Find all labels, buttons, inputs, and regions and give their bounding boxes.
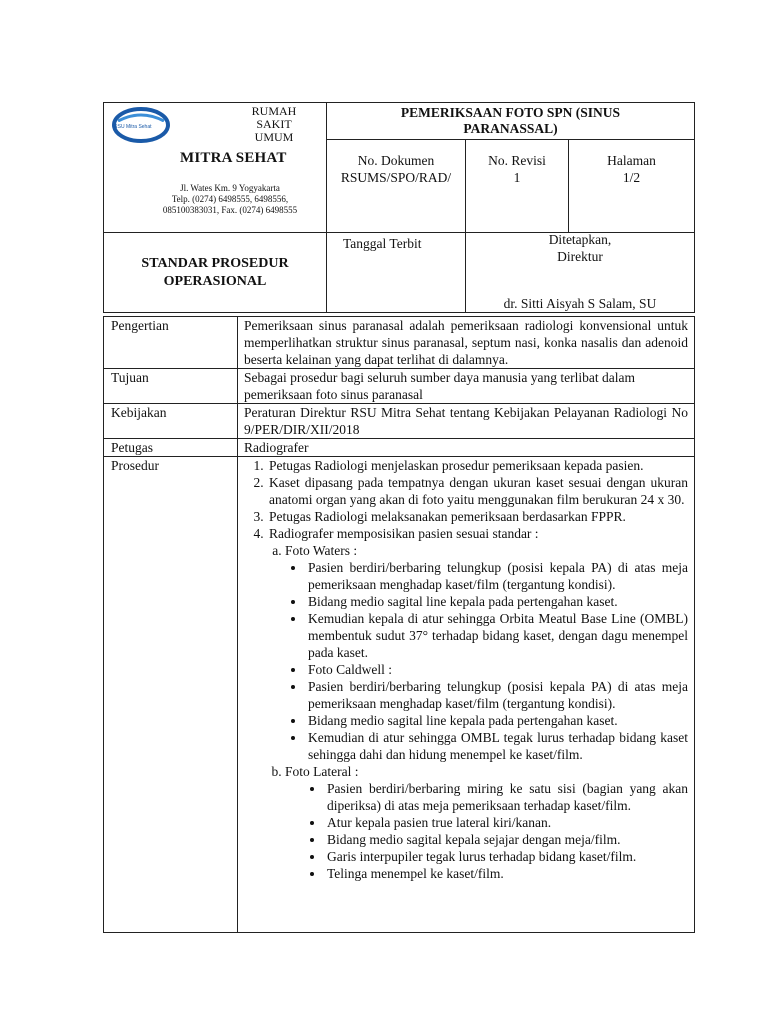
row-label-kebijakan: Kebijakan	[104, 404, 238, 439]
address-line: Telp. (0274) 6498555, 6498556,	[171, 194, 289, 204]
table-row	[104, 369, 695, 404]
halaman-value: 1/2	[622, 170, 641, 185]
list-item	[285, 542, 688, 763]
address-line: Jl. Wates Km. 9 Yogyakarta	[180, 183, 280, 193]
lateral-bullets	[285, 780, 688, 882]
positioning-sublist	[269, 542, 688, 882]
lateral-title: Foto Lateral :	[285, 764, 359, 779]
issue-date-label: Tanggal Terbit	[343, 236, 422, 251]
doc-no-label: No. Dokumen	[357, 153, 435, 168]
list-item: 2. Kaset dipasang pada tempatnya dengan ukuran kaset sesuai dengan ukuran anatomi organ yang akan di foto yaitu menggunakan film berukuran 24 x 30.	[267, 474, 688, 508]
title-line: PEMERIKSAAN FOTO SPN (SINUS	[400, 105, 621, 120]
title-line: PARANASSAL)	[463, 121, 558, 136]
table-row	[104, 457, 695, 933]
procedure-steps	[244, 457, 688, 882]
hospital-identity	[104, 103, 327, 233]
list-item	[285, 763, 688, 882]
row-label-tujuan: Tujuan	[104, 369, 238, 404]
doc-no-value: RSUMS/SPO/RAD/	[340, 170, 452, 185]
list-item: • Atur kepala pasien true lateral kiri/kanan.	[325, 814, 688, 831]
list-item: • Kemudian di atur sehingga OMBL tegak lurus terhadap bidang kaset sehingga dahi dan hidung menempel ke kaset/film.	[306, 729, 688, 763]
revision-number	[466, 140, 569, 233]
signer-name: dr. Sitti Aisyah S Salam, SU	[503, 296, 657, 311]
list-item: • Bidang medio sagital line kepala pada pertengahan kaset.	[306, 712, 688, 729]
step-text: Radiografer memposisikan pasien sesuai standar :	[269, 526, 539, 541]
list-item: • Bidang medio sagital line kepala pada pertengahan kaset.	[306, 593, 688, 610]
address-line: 085100383031, Fax. (0274) 6498555	[162, 205, 298, 215]
list-item	[267, 525, 688, 882]
list-item: • Bidang medio sagital kepala sejajar dengan meja/film.	[325, 831, 688, 848]
procedure-table	[103, 316, 695, 933]
sop-title-line: OPERASIONAL	[163, 273, 267, 289]
revisi-value: 1	[513, 170, 521, 185]
list-item: • Kemudian kepala di atur sehingga Orbita Meatul Base Line (OMBL) membentuk sudut 37° terhadap bidang kaset, dengan dagu menempel pada kaset.	[306, 610, 688, 661]
row-label-petugas: Petugas	[104, 439, 238, 457]
list-item: • Telinga menempel ke kaset/film.	[325, 865, 688, 882]
document-number	[327, 140, 466, 233]
hospital-type-line: RUMAH	[251, 104, 297, 118]
hospital-address	[130, 183, 330, 216]
page-number	[569, 140, 695, 233]
logo-text: RSU Mitra Sehat	[114, 124, 152, 130]
table-row	[104, 439, 695, 457]
table-row	[104, 404, 695, 439]
waters-title: Foto Waters :	[285, 543, 358, 558]
hospital-type-line: UMUM	[254, 130, 294, 144]
list-item: • Pasien berdiri/berbaring telungkup (posisi kepala PA) di atas meja pemeriksaan menghadap kaset/film (tergantung kondisi).	[306, 559, 688, 593]
row-value-tujuan: Sebagai prosedur bagi seluruh sumber daya manusia yang terlibat dalam pemeriksaan foto sinus paranasal	[238, 369, 695, 404]
hospital-name: MITRA SEHAT	[180, 150, 287, 166]
row-label-prosedur: Prosedur	[104, 457, 238, 933]
hospital-type-label	[244, 105, 304, 144]
row-value-kebijakan: Peraturan Direktur RSU Mitra Sehat tentang Kebijakan Pelayanan Radiologi No 9/PER/DIR/XII/2018	[238, 404, 695, 439]
revisi-label: No. Revisi	[488, 153, 546, 168]
ditetapkan-label: Ditetapkan,	[548, 232, 612, 247]
list-item: • Pasien berdiri/berbaring telungkup (posisi kepala PA) di atas meja pemeriksaan menghadap kaset/film (tergantung kondisi).	[306, 678, 688, 712]
approval	[466, 233, 695, 313]
direktur-label: Direktur	[557, 249, 603, 264]
table-row	[104, 317, 695, 369]
list-item: 1. Petugas Radiologi menjelaskan prosedur pemeriksaan kepada pasien.	[267, 457, 688, 474]
list-item: • Foto Caldwell :	[306, 661, 688, 678]
halaman-label: Halaman	[607, 153, 656, 168]
header-table	[103, 102, 695, 313]
row-label-pengertian: Pengertian	[104, 317, 238, 369]
list-item: • Garis interpupiler tegak lurus terhadap bidang kaset/film.	[325, 848, 688, 865]
issue-date	[327, 233, 466, 313]
sop-title	[104, 233, 327, 313]
list-item: 3. Petugas Radiologi melaksanakan pemeriksaan berdasarkan FPPR.	[267, 508, 688, 525]
waters-bullets	[285, 559, 688, 763]
hospital-type-line: SAKIT	[256, 117, 292, 131]
row-value-pengertian: Pemeriksaan sinus paranasal adalah pemeriksaan radiologi konvensional untuk memperlihatkan struktur sinus paranasal, septum nasi, konka nasalis dan adenoid beserta kelainan yang dapat terlihat di dalamnya.	[238, 317, 695, 369]
sop-title-line: STANDAR PROSEDUR	[141, 255, 289, 271]
list-item: • Pasien berdiri/berbaring miring ke satu sisi (bagian yang akan diperiksa) di atas meja pemeriksaan terhadap kaset/film.	[325, 780, 688, 814]
document-title	[327, 103, 695, 140]
row-value-prosedur	[238, 457, 695, 933]
approval-title	[466, 231, 694, 265]
row-value-petugas: Radiografer	[238, 439, 695, 457]
